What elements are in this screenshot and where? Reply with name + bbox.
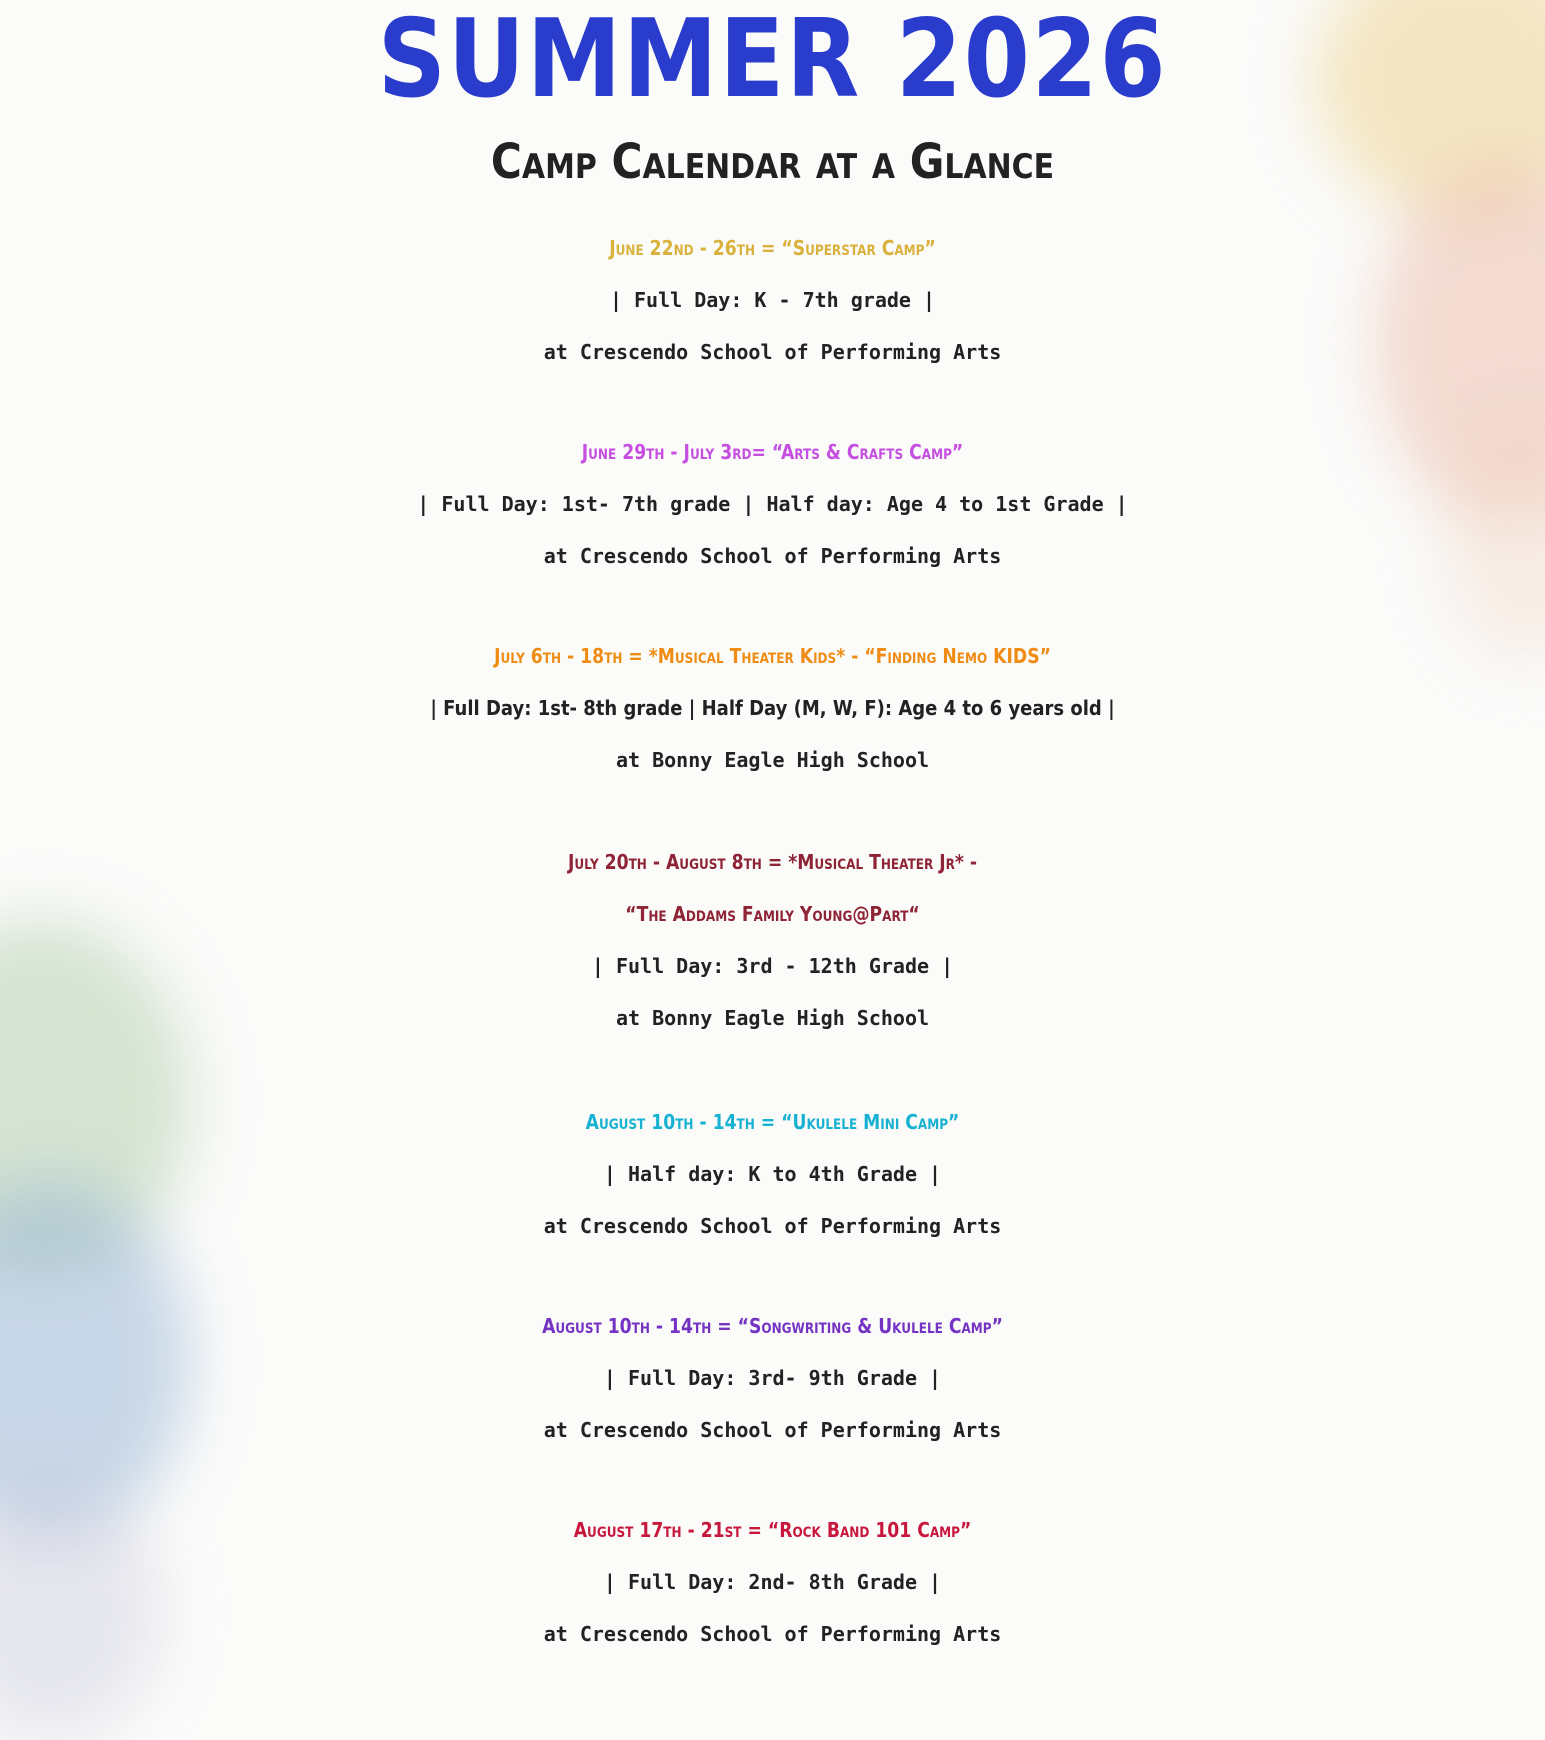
camp-details: | Full Day: 3rd - 12th Grade | bbox=[591, 954, 954, 978]
camp-location: at Crescendo School of Performing Arts bbox=[543, 340, 1002, 364]
camp-title: August 10th - 14th = “Ukulele Mini Camp” bbox=[585, 1110, 960, 1134]
camp-details: | Full Day: 1st- 8th grade | Half Day (M, W, F): Age 4 to 6 years old | bbox=[430, 696, 1115, 720]
camp-entry-songwriting-ukulele bbox=[0, 1300, 1545, 1456]
camp-entry-arts-crafts bbox=[0, 426, 1545, 582]
camp-title: August 10th - 14th = “Songwriting & Ukulele Camp” bbox=[542, 1314, 1003, 1338]
camp-title: June 22nd - 26th = “Superstar Camp” bbox=[609, 236, 936, 260]
camp-details: | Full Day: 3rd- 9th Grade | bbox=[603, 1366, 942, 1390]
camp-details: | Full Day: 1st- 7th grade | Half day: Age 4 to 1st Grade | bbox=[417, 492, 1128, 516]
camp-location: at Crescendo School of Performing Arts bbox=[543, 544, 1002, 568]
camp-location: at Crescendo School of Performing Arts bbox=[543, 1622, 1002, 1646]
camp-location: at Crescendo School of Performing Arts bbox=[543, 1214, 1002, 1238]
camp-title: June 29th - July 3rd= “Arts & Crafts Camp” bbox=[581, 440, 964, 464]
page-title: SUMMER 2026 bbox=[377, 0, 1168, 122]
camp-entry-rock-band bbox=[0, 1504, 1545, 1660]
camp-location: at Bonny Eagle High School bbox=[615, 1006, 930, 1030]
camp-title: July 20th - August 8th = *Musical Theater Jr* - “The Addams Family Young@Part“ bbox=[567, 850, 978, 926]
camp-location: at Bonny Eagle High School bbox=[615, 748, 930, 772]
camp-title: July 6th - 18th = *Musical Theater Kids* - “Finding Nemo KIDS” bbox=[494, 644, 1051, 668]
camp-details: | Full Day: 2nd- 8th Grade | bbox=[603, 1570, 942, 1594]
camp-entry-superstar bbox=[0, 222, 1545, 378]
camp-details: | Half day: K to 4th Grade | bbox=[603, 1162, 942, 1186]
camp-details: | Full Day: K - 7th grade | bbox=[609, 288, 936, 312]
camp-entry-musical-theater-jr bbox=[0, 836, 1545, 1044]
camp-location: at Crescendo School of Performing Arts bbox=[543, 1418, 1002, 1442]
camp-entry-ukulele-mini bbox=[0, 1096, 1545, 1252]
camp-entry-musical-theater-kids bbox=[0, 630, 1545, 786]
page-subtitle: Camp Calendar at a Glance bbox=[490, 134, 1055, 190]
camp-title: August 17th - 21st = “Rock Band 101 Camp” bbox=[573, 1518, 972, 1542]
